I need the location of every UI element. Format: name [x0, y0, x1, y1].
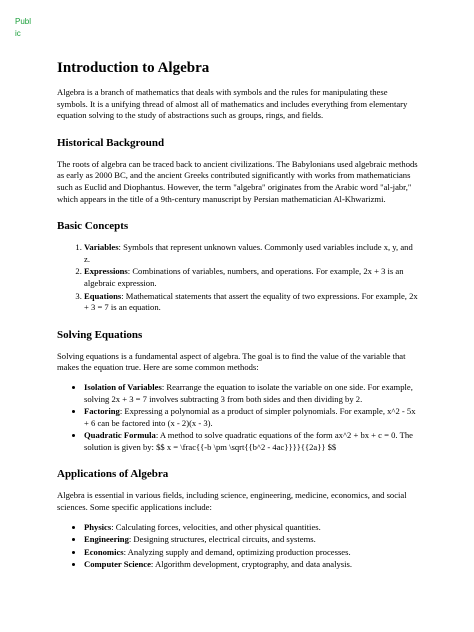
list-item-desc: : Mathematical statements that assert the equality of two expressions. For example, 2x + 3 = 7 is an equation.	[84, 290, 418, 313]
list-item-term: Factoring	[84, 406, 120, 417]
page-title: Introduction to Algebra	[57, 60, 210, 76]
list-item	[84, 406, 419, 429]
list-item	[84, 266, 419, 289]
list-item-term: Engineering	[84, 534, 129, 545]
concepts-list	[57, 242, 419, 314]
history-paragraph: The roots of algebra can be traced back to ancient civilizations. The Babylonians used algebraic methods as early as 2000 BC, and the ancient Greeks contributed significantly with works from mathematicians such as Euclid and Diophantus. However, the term "algebra" originates from the Arabic word "al-jabr," which appears in the title of a 9th-century manuscript by Persian mathematician Al-Khwarizmi.	[57, 158, 418, 204]
list-item-desc: : Algorithm development, cryptography, and data analysis.	[150, 559, 353, 570]
list-item-desc: : Analyzing supply and demand, optimizing production processes.	[123, 546, 351, 557]
list-item-desc: : Rearrange the equation to isolate the variable on one side. For example, solving 2x + 3 = 7 involves subtracting 3 from both sides and then dividing by 2.	[84, 381, 413, 404]
list-item-term: Variables	[84, 242, 119, 253]
list-item-term: Economics	[84, 546, 124, 557]
concepts-heading: Basic Concepts	[57, 220, 129, 233]
list-item	[84, 242, 419, 265]
list-item-term: Equations	[84, 290, 122, 301]
list-item	[84, 559, 419, 571]
list-item	[84, 430, 419, 453]
classification-label: Public	[15, 17, 32, 38]
applications-heading: Applications of Algebra	[57, 468, 169, 481]
applications-list	[57, 522, 419, 571]
applications-paragraph: Algebra is essential in various fields, including science, engineering, medicine, economics, and social sciences. Some specific applications include:	[57, 490, 407, 513]
list-item-term: Quadratic Formula	[84, 430, 156, 441]
solving-paragraph: Solving equations is a fundamental aspect of algebra. The goal is to find the value of the variable that makes the equation true. Here are some common methods:	[57, 350, 406, 373]
history-heading: Historical Background	[57, 136, 165, 149]
list-item-term: Physics	[84, 521, 112, 532]
document-page	[57, 56, 419, 577]
list-item-desc: : Expressing a polynomial as a product of simpler polynomials. For example, x^2 - 5x + 6 can be factored into (x - 2)(x - 3).	[84, 406, 416, 428]
solving-heading: Solving Equations	[57, 328, 143, 341]
list-item	[84, 547, 419, 559]
intro-paragraph: Algebra is a branch of mathematics that deals with symbols and the rules for manipulating these symbols. It is a unifying thread of almost all of mathematics and includes everything from elementary equation solving to the study of abstractions such as groups, rings, and fields.	[57, 87, 408, 121]
list-item-desc: : Calculating forces, velocities, and other physical quantities.	[111, 521, 321, 532]
list-item-term: Isolation of Variables	[84, 381, 162, 392]
list-item-desc: : Symbols that represent unknown values. Commonly used variables include x, y, and z.	[84, 242, 413, 264]
list-item	[84, 534, 419, 546]
list-item-term: Expressions	[84, 266, 128, 277]
list-item	[84, 291, 419, 314]
list-item-desc: : Designing structures, electrical circuits, and systems.	[128, 534, 316, 545]
list-item	[84, 522, 419, 534]
list-item-desc: : A method to solve quadratic equations of the form ax^2 + bx + c = 0. The solution is given by: $$ x = \frac{{-b \pm \sqrt{{b^2 - 4ac}}}}{{2a}} $$	[84, 430, 413, 452]
solving-list	[57, 382, 419, 454]
list-item-term: Computer Science	[84, 559, 151, 570]
list-item	[84, 382, 419, 405]
list-item-desc: : Combinations of variables, numbers, and operations. For example, 2x + 3 is an algebraic expression.	[84, 266, 404, 288]
